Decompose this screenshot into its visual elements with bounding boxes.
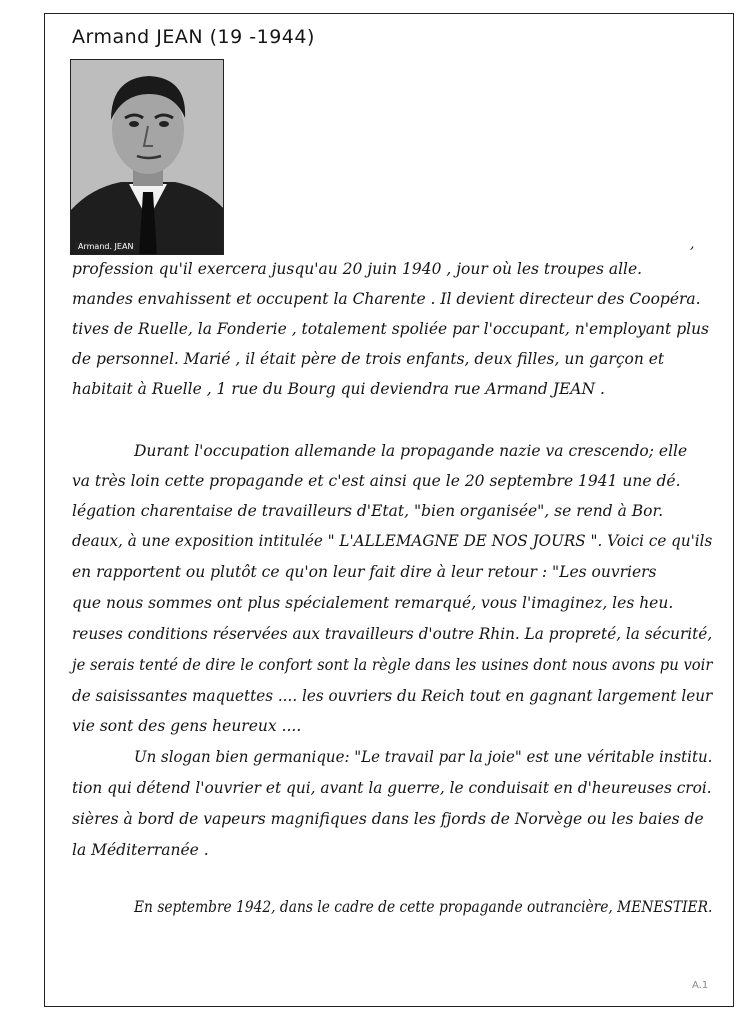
portrait-photo — [70, 59, 224, 255]
text-line: en rapportent ou plutôt ce qu'on leur fait dire à leur retour : "Les ouvriers — [72, 563, 657, 581]
document-title: Armand JEAN (19 -1944) — [72, 26, 315, 48]
text-line: En septembre 1942, dans le cadre de cette propagande outrancière, MENESTIER. — [134, 898, 713, 916]
text-line: vie sont des gens heureux .... — [72, 717, 302, 735]
photo-caption: Armand. JEAN — [75, 242, 136, 251]
text-line: reuses conditions réservées aux travailleurs d'outre Rhin. La propreté, la sécurité, — [72, 625, 713, 643]
text-line: deaux, à une exposition intitulée " L'ALLEMAGNE DE NOS JOURS ". Voici ce qu'ils — [72, 532, 713, 550]
text-line: que nous sommes ont plus spécialement remarqué, vous l'imaginez, les heu. — [72, 594, 674, 612]
text-line: va très loin cette propagande et c'est ainsi que le 20 septembre 1941 une dé. — [72, 472, 681, 490]
text-line: la Méditerranée . — [72, 841, 209, 859]
text-line: profession qu'il exercera jusqu'au 20 juin 1940 , jour où les troupes alle. — [72, 260, 643, 278]
text-line: tion qui détend l'ouvrier et qui, avant la guerre, le conduisait en d'heureuses croi. — [72, 779, 712, 797]
text-line: Un slogan bien germanique: "Le travail par la joie" est une véritable institu. — [134, 748, 713, 766]
text-line: légation charentaise de travailleurs d'Etat, "bien organisée", se rend à Bor. — [72, 502, 664, 520]
text-line: habitait à Ruelle , 1 rue du Bourg qui deviendra rue Armand JEAN . — [72, 380, 605, 398]
text-line: sières à bord de vapeurs magnifiques dans les fjords de Norvège ou les baies de — [72, 810, 704, 828]
portrait-illustration — [71, 60, 224, 255]
text-line: tives de Ruelle, la Fonderie , totalement spoliée par l'occupant, n'employant plus — [72, 320, 710, 338]
page-number: A.1 — [692, 980, 709, 991]
text-line: je serais tenté de dire le confort sont la règle dans les usines dont nous avons pu voir — [72, 656, 713, 674]
text-line: Durant l'occupation allemande la propagande nazie va crescendo; elle — [134, 442, 688, 460]
text-line: de saisissantes maquettes .... les ouvriers du Reich tout en gagnant largement leur — [72, 687, 713, 705]
text-line: de personnel. Marié , il était père de trois enfants, deux filles, un garçon et — [72, 350, 665, 368]
text-line: mandes envahissent et occupent la Charente . Il devient directeur des Coopéra. — [72, 290, 701, 308]
stray-mark: , — [690, 236, 695, 252]
